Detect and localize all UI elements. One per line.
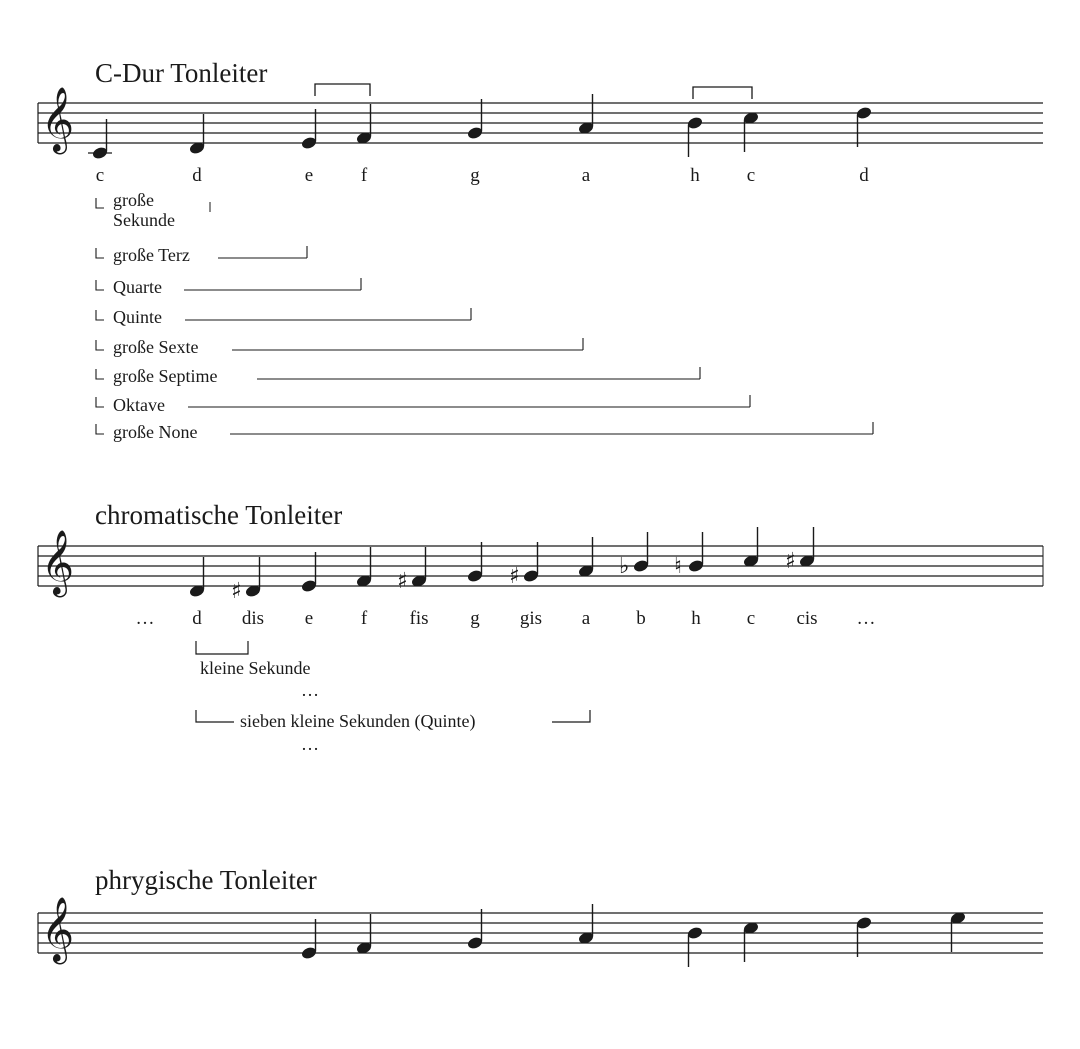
chromatic-lead-ellipsis: … xyxy=(135,608,155,629)
big-interval-label: sieben kleine Sekunden (Quinte) xyxy=(240,711,476,731)
interval-corner xyxy=(96,397,104,407)
interval-label: große Terz xyxy=(113,245,190,265)
chromatic-title: chromatische Tonleiter xyxy=(95,500,343,530)
interval-corner xyxy=(96,248,104,258)
chromatic-note-name: cis xyxy=(796,608,818,629)
interval-label: große None xyxy=(113,422,198,442)
chromatic-trail-ellipsis: … xyxy=(856,608,876,629)
small-interval-label: kleine Sekunde xyxy=(200,658,311,678)
flat-icon: ♭ xyxy=(619,554,630,579)
big-interval-bracket-right xyxy=(552,710,590,722)
cdur-note-name: a xyxy=(581,165,591,186)
treble-clef-icon: 𝄞 xyxy=(41,530,75,595)
interval-label: große Sekunde xyxy=(113,190,175,230)
cdur-note-name: e xyxy=(304,165,314,186)
interval-label: große Sexte xyxy=(113,337,199,357)
chromatic-note-name: d xyxy=(192,608,202,629)
ellipsis: … xyxy=(301,680,321,700)
chromatic-note-name: b xyxy=(636,608,646,629)
natural-icon: ♮ xyxy=(674,554,682,579)
sharp-icon: ♯ xyxy=(785,549,796,574)
chromatic-note-name: h xyxy=(691,608,701,629)
cdur-note-name: g xyxy=(470,165,480,186)
cdur-title: C-Dur Tonleiter xyxy=(95,58,268,88)
cdur-note-name: h xyxy=(690,165,700,186)
chromatic-note-name: gis xyxy=(519,608,543,629)
interval-corner xyxy=(96,280,104,290)
cdur-note-name: d xyxy=(192,165,202,186)
interval-label: große Septime xyxy=(113,366,218,386)
interval-corner xyxy=(96,198,104,208)
ellipsis: … xyxy=(301,734,321,754)
sharp-icon: ♯ xyxy=(231,579,242,604)
interval-label: Quarte xyxy=(113,277,162,297)
treble-clef-icon: 𝄞 xyxy=(41,87,75,152)
interval-corner xyxy=(96,369,104,379)
chromatic-note-name: f xyxy=(360,608,368,629)
chromatic-note-name: dis xyxy=(241,608,265,629)
interval-label: Oktave xyxy=(113,395,165,415)
chromatic-note-name: e xyxy=(304,608,314,629)
big-interval-bracket-left xyxy=(196,710,234,722)
interval-corner xyxy=(96,424,104,434)
cdur-note-name: c xyxy=(95,165,105,186)
chromatic-note-name: a xyxy=(581,608,591,629)
cdur-note-name: c xyxy=(746,165,756,186)
semitone-bracket xyxy=(693,87,752,99)
phrygian-title: phrygische Tonleiter xyxy=(95,865,317,895)
interval-label: Quinte xyxy=(113,307,162,327)
chromatic-note-name: fis xyxy=(409,608,429,629)
semitone-bracket xyxy=(315,84,370,96)
treble-clef-icon: 𝄞 xyxy=(41,897,75,962)
small-interval-bracket xyxy=(196,641,248,654)
cdur-note-name: f xyxy=(360,165,368,186)
sharp-icon: ♯ xyxy=(509,564,520,589)
chromatic-note-name: g xyxy=(470,608,480,629)
cdur-note-name: d xyxy=(859,165,869,186)
sharp-icon: ♯ xyxy=(397,569,408,594)
interval-corner xyxy=(96,310,104,320)
interval-corner xyxy=(96,340,104,350)
chromatic-note-name: c xyxy=(746,608,756,629)
